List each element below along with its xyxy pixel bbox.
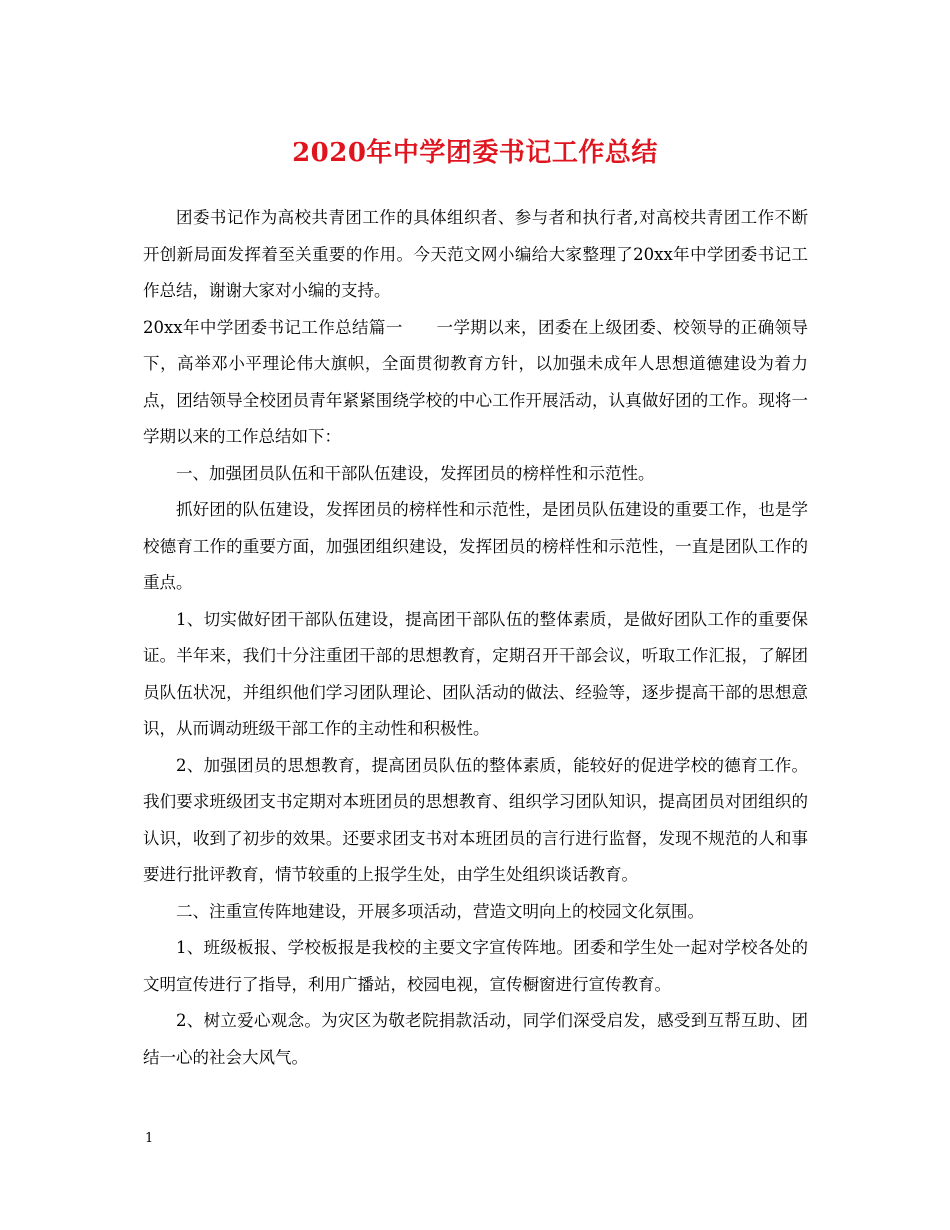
paragraph: 抓好团的队伍建设，发挥团员的榜样性和示范性，是团员队伍建设的重要工作，也是学校德育工作的重要方面，加强团组织建设，发挥团员的榜样性和示范性，一直是团队工作的重点。 <box>143 500 808 592</box>
document-body <box>143 200 808 1076</box>
paragraph: 2、树立爱心观念。为灾区为敬老院捐款活动，同学们深受启发，感受到互帮互助、团结一心的社会大风气。 <box>143 1011 808 1067</box>
paragraph-section-start: 20xx年中学团委书记工作总结篇一 一学期以来，团委在上级团委、校领导的正确领导下，高举邓小平理论伟大旗帜，全面贯彻教育方针，以加强未成年人思想道德建设为着力点，团结领导全校团员青年紧紧围绕学校的中心工作开展活动，认真做好团的工作。现将一学期以来的工作总结如下： <box>143 317 808 446</box>
paragraph: 1、切实做好团干部队伍建设，提高团干部队伍的整体素质，是做好团队工作的重要保证。半年来，我们十分注重团干部的思想教育，定期召开干部会议，听取工作汇报，了解团员队伍状况，并组织他们学习团队理论、团队活动的做法、经验等，逐步提高干部的思想意识，从而调动班级干部工作的主动性和积极性。 <box>143 609 808 738</box>
paragraph-heading-1: 一、加强团员队伍和干部队伍建设，发挥团员的榜样性和示范性。 <box>176 463 655 483</box>
paragraph: 2、加强团员的思想教育，提高团员队伍的整体素质，能较好的促进学校的德育工作。我们要求班级团支书定期对本班团员的思想教育、组织学习团队知识，提高团员对团组织的认识，收到了初步的效果。还要求团支书对本班团员的言行进行监督，发现不规范的人和事要进行批评教育，情节较重的上报学生处，由学生处组织谈话教育。 <box>143 755 808 884</box>
paragraph: 1、班级板报、学校板报是我校的主要文字宣传阵地。团委和学生处一起对学校各处的文明宣传进行了指导，利用广播站，校园电视，宣传橱窗进行宣传教育。 <box>143 938 808 994</box>
paragraph-heading-2: 二、注重宣传阵地建设，开展多项活动，营造文明向上的校园文化氛围。 <box>176 901 704 921</box>
page-number: 1 <box>145 1131 154 1146</box>
paragraph-intro: 团委书记作为高校共青团工作的具体组织者、参与者和执行者,对高校共青团工作不断开创新局面发挥着至关重要的作用。今天范文网小编给大家整理了20xx年中学团委书记工作总结，谢谢大家对小编的支持。 <box>143 208 808 300</box>
document-title: 2020年中学团委书记工作总结 <box>292 138 658 168</box>
